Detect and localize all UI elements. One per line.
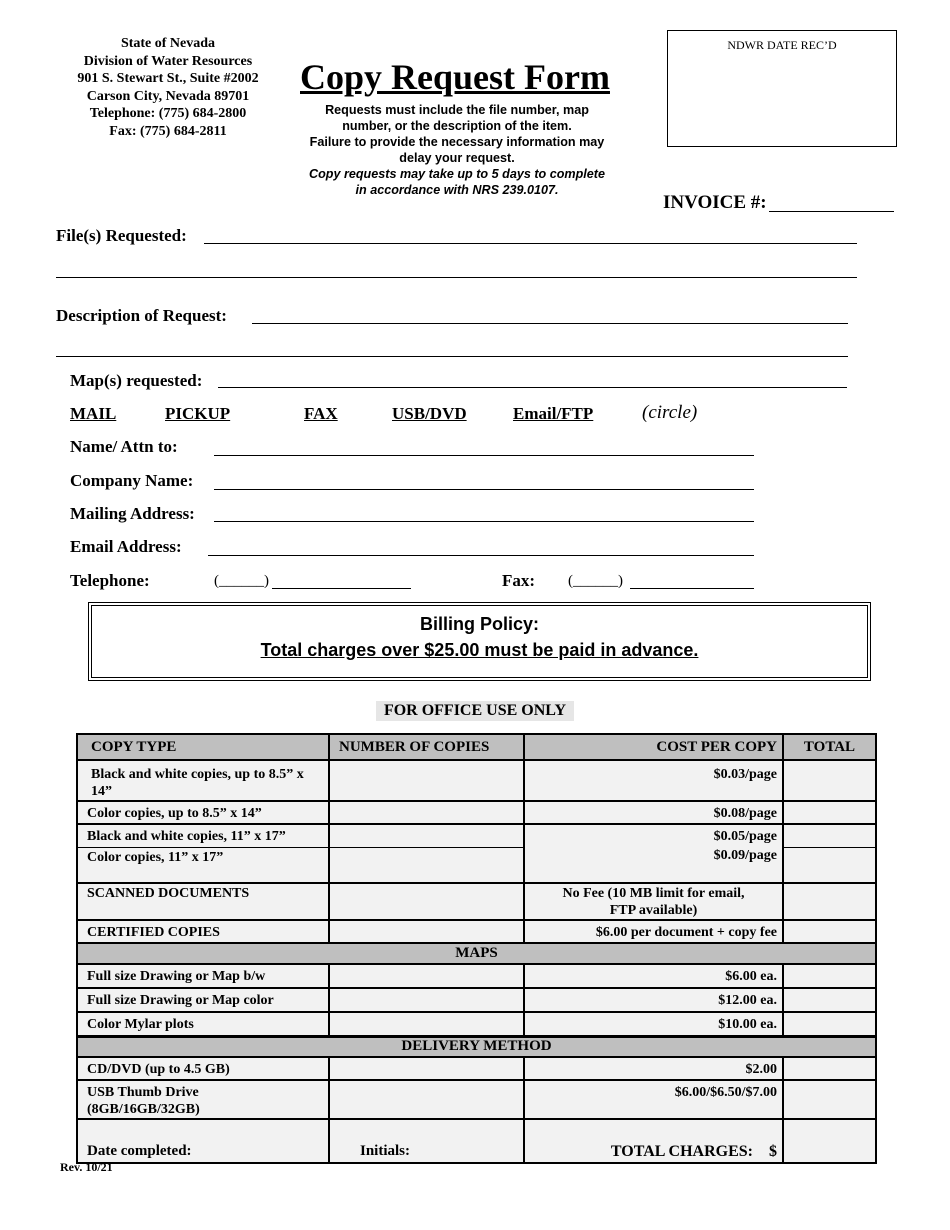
table-row [77,801,876,824]
total-cell[interactable] [783,1057,876,1080]
telephone-field[interactable] [272,588,411,589]
cost-per-copy-cell: $6.00 ea. [524,964,783,988]
number-of-copies-cell[interactable] [329,883,524,920]
header-total: TOTAL [783,734,876,760]
instruction-line: delay your request. [399,151,515,165]
cost-per-copy-cell: $0.08/page [524,801,783,824]
maps-section-label: MAPS [77,943,876,964]
agency-line: Fax: (775) 684-2811 [109,123,227,139]
total-cell[interactable] [783,920,876,943]
copy-type-cell: SCANNED DOCUMENTS [77,883,329,920]
mailing-address-label: Mailing Address: [70,504,195,523]
copy-type-cell: Color Mylar plots [77,1012,329,1036]
number-of-copies-cell[interactable] [329,1080,524,1119]
invoice-field[interactable] [769,211,894,212]
delivery-section-label: DELIVERY METHOD [77,1036,876,1057]
notice-line: Copy requests may take up to 5 days to complete [308,167,606,181]
copy-type-cell: Color copies, 11” x 17” [77,847,329,883]
form-title: Copy Request Form [300,57,610,97]
fee-table [76,733,877,1164]
table-row [77,760,876,801]
files-requested-field[interactable] [204,243,857,244]
number-of-copies-cell[interactable] [329,847,524,883]
company-name-field[interactable] [214,489,754,490]
cost-per-copy-cell: $6.00/$6.50/$7.00 [524,1080,783,1119]
description-label: Description of Request: [56,306,227,325]
cost-per-copy-cell: $0.05/page [524,824,783,847]
notice-line: in accordance with NRS 239.0107. [355,183,559,197]
total-charges-field[interactable] [783,1119,876,1163]
circle-instruction: (circle) [642,402,698,423]
instruction-line: number, or the description of the item. [342,119,572,133]
email-address-field[interactable] [208,555,754,556]
email-address-label: Email Address: [70,537,182,556]
table-row [77,964,876,988]
number-of-copies-cell[interactable] [329,964,524,988]
company-name-label: Company Name: [70,471,194,490]
fax-label: Fax: [502,571,536,590]
name-attn-label: Name/ Attn to: [70,437,178,456]
header-cost-per-copy: COST PER COPY [524,734,783,760]
number-of-copies-cell[interactable] [329,988,524,1012]
total-cell[interactable] [783,964,876,988]
instruction-line: Failure to provide the necessary information may [309,135,605,149]
cost-per-copy-cell: $10.00 ea. [524,1012,783,1036]
table-row [77,883,876,920]
number-of-copies-cell[interactable] [329,920,524,943]
total-cell[interactable] [783,883,876,920]
copy-type-cell: USB Thumb Drive (8GB/16GB/32GB) [77,1080,329,1119]
mailing-address-field[interactable] [214,521,754,522]
cost-per-copy-cell: $0.09/page [524,847,783,883]
billing-policy-heading: Billing Policy: [419,614,539,634]
table-row [77,847,876,883]
header-number-of-copies: NUMBER OF COPIES [329,734,524,760]
date-received-label: NDWR DATE REC’D [727,38,837,52]
form-instructions [285,102,629,198]
number-of-copies-cell[interactable] [329,824,524,847]
total-cell[interactable] [783,760,876,801]
fax-field[interactable] [630,588,754,589]
table-row [77,920,876,943]
delivery-option-email-ftp[interactable]: Email/FTP [513,404,594,423]
header-copy-type: COPY TYPE [77,734,329,760]
delivery-option-mail[interactable]: MAIL [70,404,117,423]
description-field[interactable] [252,323,848,324]
number-of-copies-cell[interactable] [329,1057,524,1080]
copy-type-cell: Color copies, up to 8.5” x 14” [77,801,329,824]
cost-per-copy-cell: $6.00 per document + copy fee [524,920,783,943]
cost-per-copy-cell: $0.03/page [524,760,783,801]
number-of-copies-cell[interactable] [329,760,524,801]
cost-per-copy-cell: $2.00 [524,1057,783,1080]
number-of-copies-cell[interactable] [329,1012,524,1036]
copy-type-cell: Black and white copies, 11” x 17” [77,824,329,847]
total-cell[interactable] [783,824,876,847]
date-received-stamp-box[interactable] [667,30,897,147]
total-cell[interactable] [783,988,876,1012]
total-cell[interactable] [783,847,876,883]
invoice-label: INVOICE #: [663,192,767,213]
table-header-row [77,734,876,760]
total-cell[interactable] [783,1080,876,1119]
delivery-option-usb-dvd[interactable]: USB/DVD [392,404,467,423]
copy-type-cell: Full size Drawing or Map b/w [77,964,329,988]
table-footer-row [77,1119,876,1163]
agency-address [58,35,278,140]
office-use-only-label: FOR OFFICE USE ONLY [376,701,574,721]
billing-policy-statement: Total charges over $25.00 must be paid in advance. [260,640,699,660]
cost-per-copy-cell: $12.00 ea. [524,988,783,1012]
files-requested-field-line2[interactable] [56,277,857,278]
table-row [77,1057,876,1080]
fax-area-code[interactable]: (______) [568,573,623,589]
number-of-copies-cell[interactable] [329,801,524,824]
cost-per-copy-cell: No Fee (10 MB limit for email, FTP available) [524,883,783,920]
table-row [77,988,876,1012]
name-attn-field[interactable] [214,455,754,456]
initials-label: Initials: [329,1119,524,1163]
agency-line: Telephone: (775) 684-2800 [89,106,247,121]
section-row-maps [77,943,876,964]
agency-line: Division of Water Resources [83,53,253,69]
telephone-area-code[interactable]: (______) [214,573,269,589]
maps-requested-label: Map(s) requested: [70,371,203,390]
description-field-line2[interactable] [56,356,848,357]
date-completed-label: Date completed: [77,1119,329,1163]
files-requested-label: File(s) Requested: [56,226,187,245]
total-cell[interactable] [783,801,876,824]
table-row [77,1080,876,1119]
total-charges-label: TOTAL CHARGES: $ [524,1119,783,1163]
delivery-option-fax[interactable]: FAX [304,404,338,423]
copy-type-cell: CD/DVD (up to 4.5 GB) [77,1057,329,1080]
agency-line: State of Nevada [120,36,216,51]
telephone-label: Telephone: [70,571,150,590]
copy-type-cell: Black and white copies, up to 8.5” x 14” [77,760,329,801]
maps-requested-field[interactable] [218,387,847,388]
billing-policy-box [88,602,871,681]
delivery-option-pickup[interactable]: PICKUP [165,404,231,423]
section-row-delivery [77,1036,876,1057]
table-row [77,824,876,847]
instruction-line: Requests must include the file number, map [325,103,589,117]
copy-type-cell: Full size Drawing or Map color [77,988,329,1012]
agency-line: 901 S. Stewart St., Suite #2002 [77,71,259,86]
table-row [77,1012,876,1036]
revision-label: Rev. 10/21 [60,1160,113,1174]
copy-type-cell: CERTIFIED COPIES [77,920,329,943]
total-cell[interactable] [783,1012,876,1036]
agency-line: Carson City, Nevada 89701 [86,88,250,104]
